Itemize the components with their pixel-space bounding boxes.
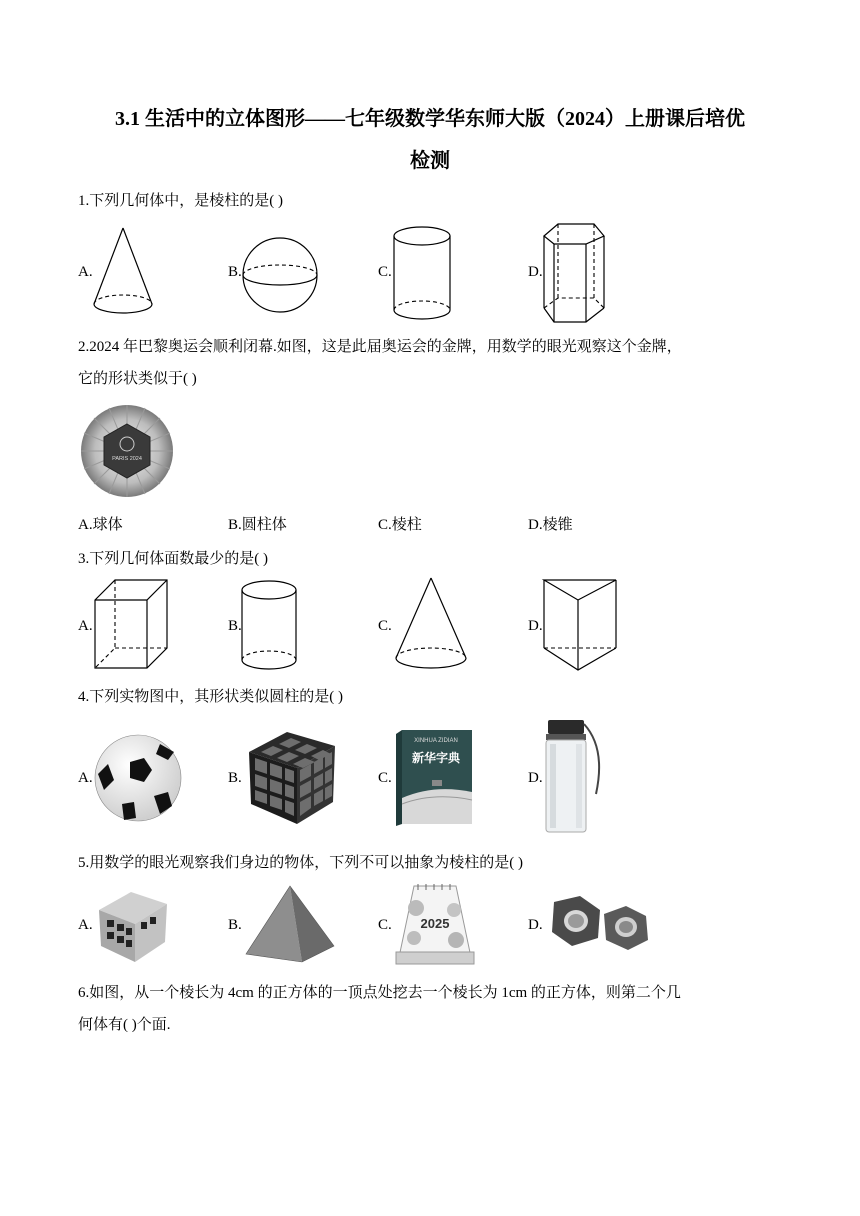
soccer-ball-image (94, 734, 182, 822)
question-5-stem: 5.用数学的眼光观察我们身边的物体，下列不可以抽象为棱柱的是( ) (78, 855, 523, 871)
q1-option-b-label: B. (228, 264, 242, 280)
q2-option-a: A.球体 (78, 517, 123, 533)
mirror-cube-image (95, 886, 169, 964)
q2-option-c: C.棱柱 (378, 517, 422, 533)
hex-nuts-image (544, 892, 656, 958)
q3-option-b-label: B. (228, 618, 242, 634)
water-bottle-image (540, 718, 612, 836)
gold-medal-image (80, 404, 174, 498)
page-title-continued: 检测 (410, 150, 450, 172)
q4-option-c-label: C. (378, 770, 392, 786)
cone-figure (394, 576, 468, 672)
desk-calendar-image (394, 882, 476, 968)
q2-option-b: B.圆柱体 (228, 517, 287, 533)
rubiks-cube-image (243, 726, 339, 826)
book-pinyin: XINHUA ZIDIAN (414, 738, 458, 744)
q5-option-d-label: D. (528, 917, 543, 933)
book-title: 新华字典 (411, 751, 461, 765)
medal-text: PARIS 2024 (112, 456, 142, 462)
q3-option-a-label: A. (78, 618, 93, 634)
pentagonal-prism-figure (542, 222, 606, 326)
q1-option-d-label: D. (528, 264, 543, 280)
question-6-stem-continued: 何体有( )个面. (78, 1017, 171, 1033)
q5-option-c-label: C. (378, 917, 392, 933)
question-3-stem: 3.下列几何体面数最少的是( ) (78, 551, 268, 567)
page-title: 3.1 生活中的立体图形——七年级数学华东师大版（2024）上册课后培优 (115, 108, 745, 130)
q5-option-b-label: B. (228, 917, 242, 933)
q1-option-c-label: C. (378, 264, 392, 280)
calendar-year: 2025 (420, 916, 450, 931)
q3-option-c-label: C. (378, 618, 392, 634)
question-2-stem: 2.2024 年巴黎奥运会顺利闭幕.如图，这是此届奥运会的金牌，用数学的眼光观察这个金牌， (78, 339, 682, 355)
cylinder-figure (392, 226, 452, 322)
q4-option-d-label: D. (528, 770, 543, 786)
question-6-stem: 6.如图，从一个棱长为 4cm 的正方体的一顶点处挖去一个棱长为 1cm 的正方体，则第二个几 (78, 985, 681, 1001)
sphere-figure (241, 236, 319, 314)
question-4-stem: 4.下列实物图中，其形状类似圆柱的是( ) (78, 689, 343, 705)
question-1-stem: 1.下列几何体中，是棱柱的是( ) (78, 193, 283, 209)
pyramid-image (244, 884, 336, 964)
q4-option-b-label: B. (228, 770, 242, 786)
cylinder-figure (240, 580, 298, 672)
cone-figure (92, 226, 154, 320)
q5-option-a-label: A. (78, 917, 93, 933)
triangular-prism-figure (542, 578, 618, 672)
q2-option-d: D.棱锥 (528, 517, 573, 533)
q3-option-d-label: D. (528, 618, 543, 634)
question-2-stem-continued: 它的形状类似于( ) (78, 371, 197, 387)
dictionary-book-image (394, 728, 474, 828)
q4-option-a-label: A. (78, 770, 93, 786)
q1-option-a-label: A. (78, 264, 93, 280)
cube-figure (93, 578, 169, 670)
